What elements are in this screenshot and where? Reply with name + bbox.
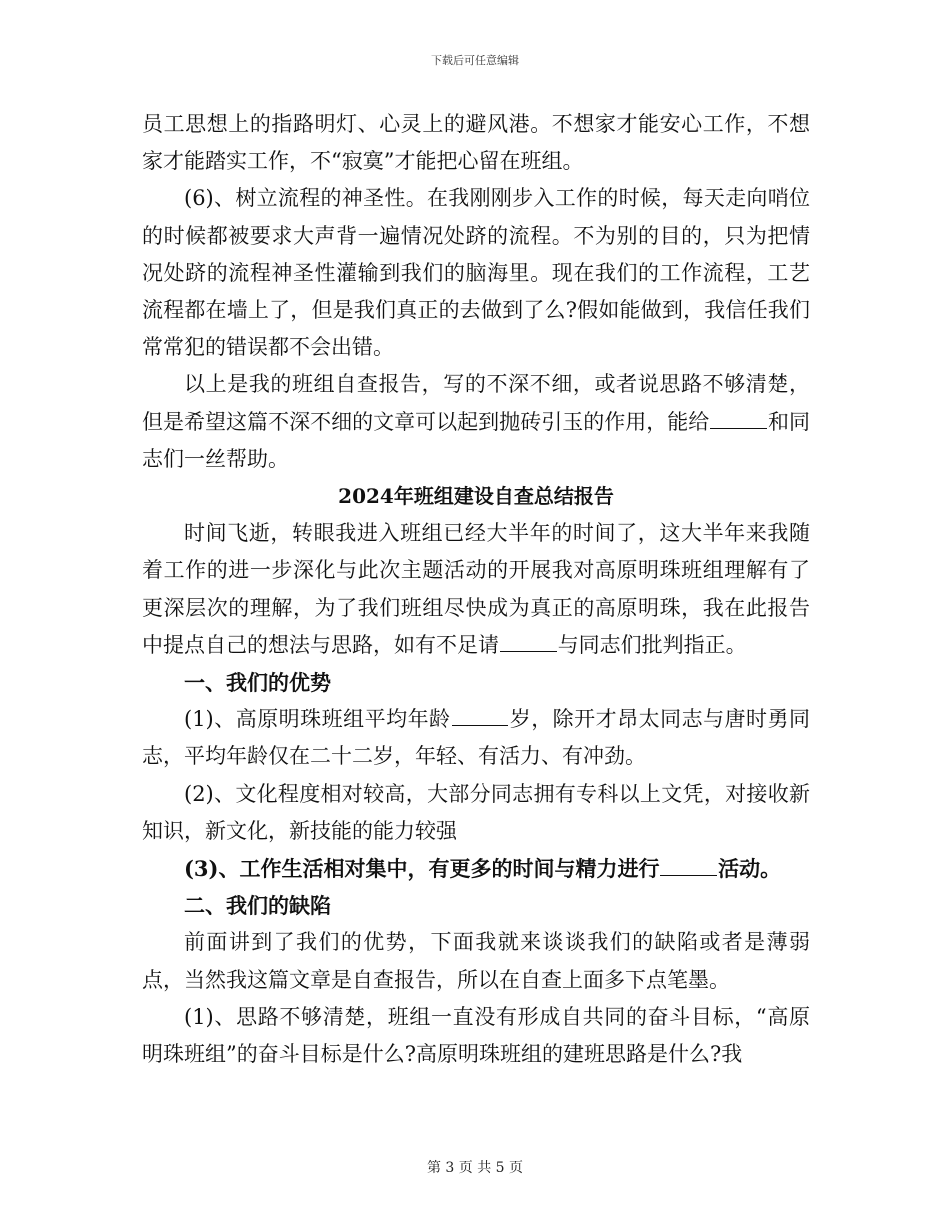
page-footer: 第 3 页 共 5 页 bbox=[426, 1160, 524, 1176]
document-body bbox=[142, 106, 810, 1073]
paragraph-7 bbox=[142, 850, 810, 887]
paragraph-8: 前面讲到了我们的优势，下面我就来谈谈我们的缺陷或者是薄弱点，当然我这篇文章是自查报告，所以在自查上面多下点笔墨。 bbox=[142, 930, 810, 992]
paragraph-5-text-b: 岁，除开才昂太同志与唐时勇同志，平均年龄仅在二十二岁，年轻、有活力、有冲劲。 bbox=[142, 707, 810, 769]
fill-blank bbox=[710, 427, 767, 429]
paragraph-9: (1)、思路不够清楚，班组一直没有形成自共同的奋斗目标，“高原明珠班组”的奋斗目标是什么?高原明珠班组的建班思路是什么?我 bbox=[142, 1004, 810, 1067]
paragraph-5-text-a: (1)、高原明珠班组平均年龄 bbox=[184, 707, 451, 732]
paragraph-3-text-a: 以上是我的班组自查报告，写的不深不细，或者说思路不够清楚，但是希望这篇不深不细的文章可以起到抛砖引玉的作用，能给 bbox=[142, 372, 810, 434]
paragraph-7-text-a: (3)、工作生活相对集中，有更多的时间与精力进行 bbox=[184, 856, 660, 882]
paragraph-1: 员工思想上的指路明灯、心灵上的避风港。不想家才能安心工作，不想家才能踏实工作，不“寂寞”才能把心留在班组。 bbox=[142, 112, 810, 174]
page-header: 下载后可任意编辑 bbox=[431, 54, 519, 67]
fill-blank bbox=[500, 650, 557, 652]
paragraph-7-text-b: 活动。 bbox=[718, 856, 782, 882]
paragraph-4-text-a: 时间飞逝，转眼我进入班组已经大半年的时间了，这大半年来我随着工作的进一步深化与此次主题活动的开展我对高原明珠班组理解有了更深层次的理解，为了我们班组尽快成为真正的高原明珠，我在此报告中提点自己的想法与思路，如有不足请 bbox=[142, 521, 810, 657]
paragraph-5 bbox=[142, 701, 810, 775]
heading-weaknesses: 二、我们的缺陷 bbox=[184, 893, 331, 919]
paragraph-6: (2)、文化程度相对较高，大部分同志拥有专科以上文凭，对接收新知识，新文化，新技能的能力较强 bbox=[142, 781, 810, 843]
paragraph-3 bbox=[142, 366, 810, 478]
fill-blank bbox=[452, 724, 509, 726]
paragraph-3-text-b: 和同志们一丝帮助。 bbox=[142, 409, 811, 471]
section-title: 2024年班组建设自查总结报告 bbox=[338, 484, 614, 509]
paragraph-4 bbox=[142, 515, 810, 664]
heading-strengths: 一、我们的优势 bbox=[184, 670, 331, 696]
paragraph-4-text-b: 与同志们批判指正。 bbox=[557, 632, 747, 657]
paragraph-2: (6)、树立流程的神圣性。在我刚刚步入工作的时候，每天走向哨位的时候都被要求大声背一遍情况处跻的流程。不为别的目的，只为把情况处跻的流程神圣性灌输到我们的脑海里。现在我们的工作流程，工艺流程都在墙上了，但是我们真正的去做到了么?假如能做到，我信任我们常常犯的错误都不会出错。 bbox=[142, 186, 810, 360]
fill-blank bbox=[660, 874, 717, 876]
